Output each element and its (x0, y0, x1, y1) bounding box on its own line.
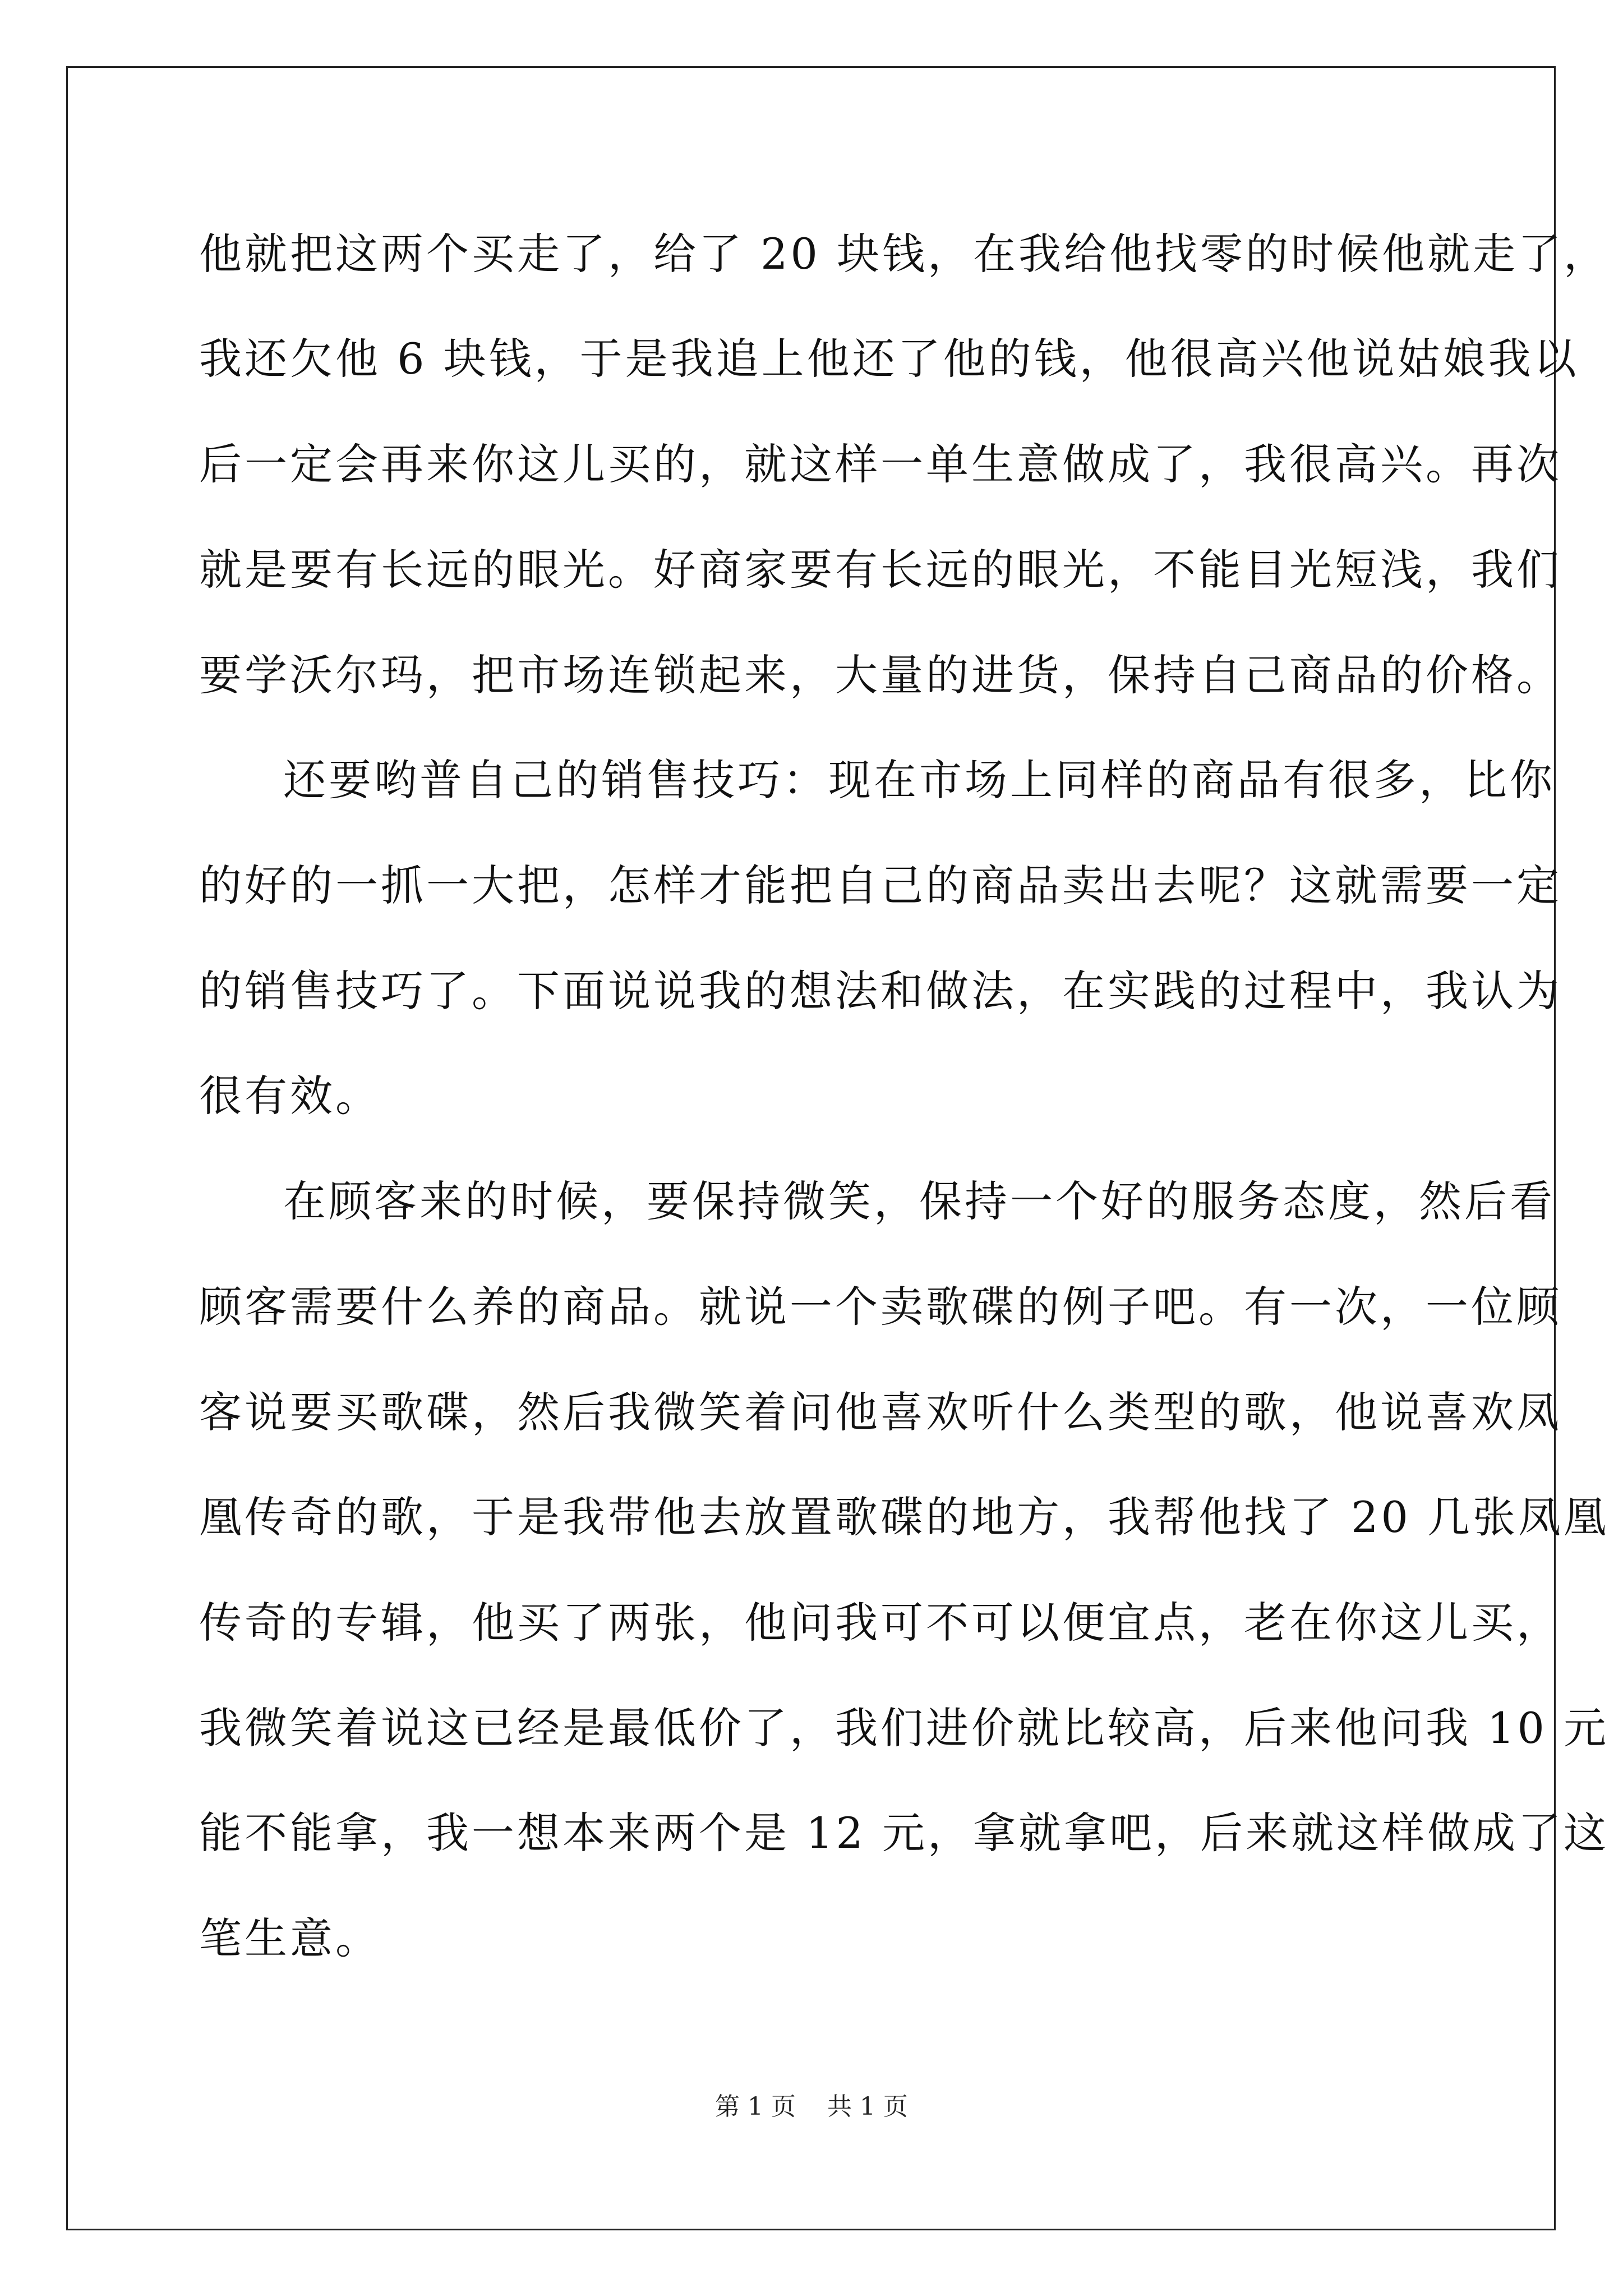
text-line: 我还欠他 6 块钱，于是我追上他还了他的钱，他很高兴他说姑娘我以 (199, 334, 1579, 384)
text-line: 要学沃尔玛，把市场连锁起来，大量的进货，保持自己商品的价格。 (199, 650, 1562, 700)
text-line: 凰传奇的歌，于是我带他去放置歌碟的地方，我帮他找了 20 几张凤凰 (199, 1492, 1610, 1542)
text-line: 我微笑着说这已经是最低价了，我们进价就比较高，后来他问我 10 元 (199, 1703, 1610, 1753)
text-line: 后一定会再来你这儿买的，就这样一单生意做成了，我很高兴。再次 (199, 439, 1562, 489)
paragraph-first-line: 还要哟普自己的销售技巧：现在市场上同样的商品有很多，比你 (283, 755, 1555, 805)
text-line: 就是要有长远的眼光。好商家要有长远的眼光，不能目光短浅，我们 (199, 545, 1562, 595)
page-number-footer: 第 1 页 共 1 页 (715, 2092, 908, 2121)
page-border (66, 66, 1610, 2230)
text-line: 的好的一抓一大把，怎样才能把自己的商品卖出去呢？这就需要一定 (199, 861, 1562, 910)
text-line: 的销售技巧了。下面说说我的想法和做法，在实践的过程中，我认为 (199, 966, 1562, 1016)
text-line: 很有效。 (199, 1071, 381, 1121)
text-line: 他就把这两个买走了，给了 20 块钱，在我给他找零的时候他就走了， (199, 229, 1610, 279)
text-line: 笔生意。 (199, 1913, 381, 1963)
paragraph-first-line: 在顾客来的时候，要保持微笑，保持一个好的服务态度，然后看 (283, 1176, 1555, 1226)
text-line: 客说要买歌碟，然后我微笑着问他喜欢听什么类型的歌，他说喜欢凤 (199, 1387, 1562, 1437)
text-line: 传奇的专辑，他买了两张，他问我可不可以便宜点，老在你这儿买， (199, 1598, 1562, 1648)
text-line: 能不能拿，我一想本来两个是 12 元，拿就拿吧，后来就这样做成了这 (199, 1808, 1610, 1858)
text-line: 顾客需要什么养的商品。就说一个卖歌碟的例子吧。有一次，一位顾 (199, 1282, 1562, 1332)
